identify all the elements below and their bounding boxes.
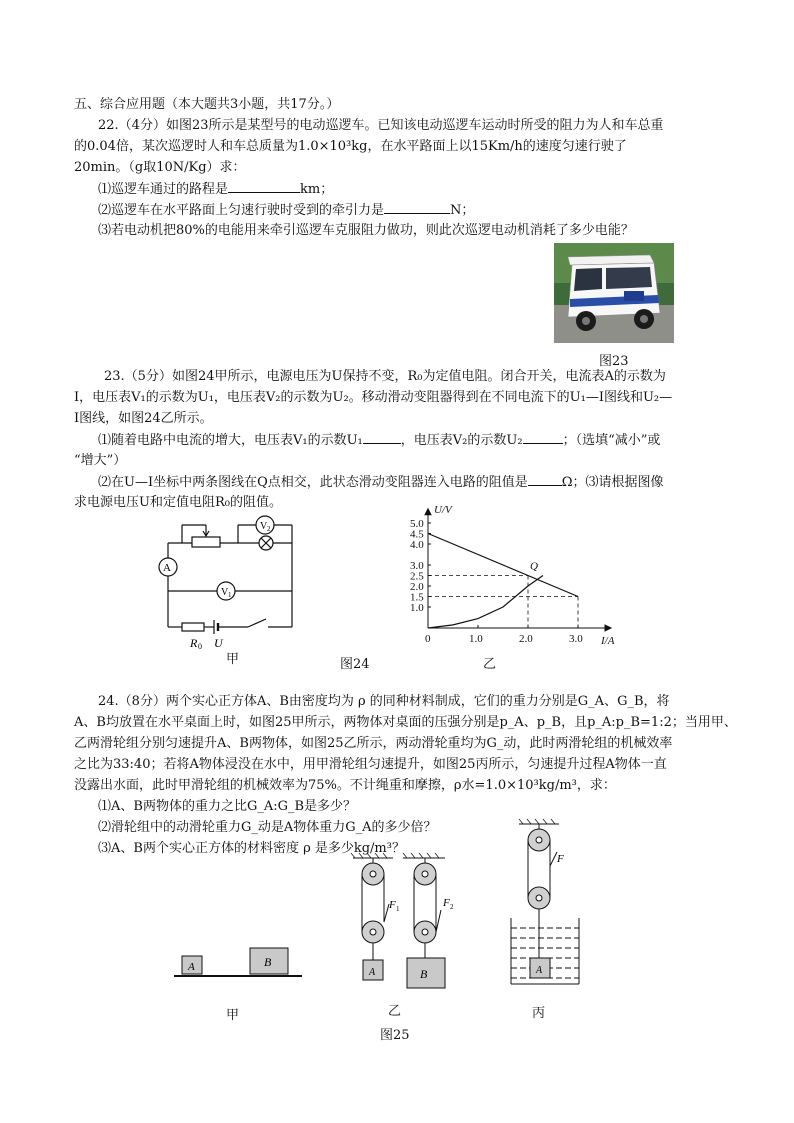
r0-label: R [190,636,198,650]
q22-stem-line1: 22.（4分）如图23所示是某型号的电动巡逻车。已知该电动巡逻车运动时所受的阻力为人和车总重 [98,118,664,133]
x-tick-label: 3.0 [569,633,583,645]
q22-sub2-blank[interactable] [384,201,450,214]
q23-sub1-d: “增大”） [74,453,127,468]
x-axis-arrow [605,625,611,631]
v1-label-sub: 1 [228,591,232,599]
ammeter-label: A [163,562,171,574]
q24-sub2: ⑵滑轮组中的动滑轮重力G_动是A物体重力G_A的多少倍？ [98,820,437,835]
q-point-label: Q [530,560,538,573]
patrol-car-photo [554,243,674,343]
q24-stem-line3: 乙两滑轮组分别匀速提升A、B两物体，如图25乙所示，两动滑轮重均为G_动，此时两滑轮组的机械效率 [74,736,673,751]
q23-sub2-blank[interactable] [528,473,562,486]
q23-sub1-c: ；（选填“减小”或 [562,433,661,448]
q22-sub1 [98,180,333,199]
ui-graph [398,500,628,650]
q22-sub1-unit: km； [300,182,334,197]
q23-sub1-blank1[interactable] [363,431,401,444]
series-u2-line [428,534,578,597]
q24-stem-line2: A、B均放置在水平桌面上时，如图25甲所示，两物体对桌面的压强分别是p_A、p_B，且p_A:p_B=1:2；当用甲、 [74,715,737,730]
v2-label: V [260,521,268,532]
q22-stem-line2: 的0.04倍，某次巡逻时人和车总质量为1.0×10³kg，在水平路面上以15Km/h的速度匀速行驶了 [74,139,627,154]
y-tick-label: 1.5 [410,591,424,604]
f1-label-sub: 1 [396,905,400,913]
y-tick-label: 2.0 [410,581,424,593]
x-tick-label: 0 [425,633,431,645]
q23-sub2-a: ⑵在U—I坐标中两条图线在Q点相交，此状态滑动变阻器连入电路的阻值是 [98,475,528,490]
y-tick-label: 5.0 [410,518,424,530]
series-u1-curve [428,576,543,629]
q24-stem-line1: 24.（8分）两个实心正方体A、B由密度均为 ρ 的同种材料制成，它们的重力分别是G_A、G_B，将 [98,694,670,709]
q23-stem-line3: I图线，如图24乙所示。 [74,411,213,426]
f-label: F [557,853,564,865]
x-tick-label: 1.0 [469,633,483,645]
y-tick-label: 3.0 [410,560,424,572]
fig25-caption: 图25 [380,1028,410,1043]
beaker-a-label: A [536,965,543,976]
q23-stem-line1: 23.（5分）如图24甲所示，电源电压为U保持不变，R₀为定值电阻。闭合开关，电流表A的示数为 [104,369,666,384]
y-tick-label: 4.0 [410,539,424,551]
q24-stem-line5: 没露出水面，此时甲滑轮组的机械效率为75%。不计绳重和摩擦，ρ水=1.0×10³kg/m³，求： [74,778,616,793]
circuit-diagram [150,515,310,650]
q22-sub1-blank[interactable] [228,180,300,193]
block-b-label: B [264,955,272,969]
q24-sub3: ⑶A、B两个实心正方体的材料密度 ρ 是多少kg/m³？ [98,841,405,856]
q23-sub1-b: ，电压表V₂的示数U₂ [400,433,523,448]
v2-label-sub: 2 [267,525,271,533]
q23-sub1-blank2[interactable] [523,431,563,444]
q23-sub2 [98,473,664,492]
q22-sub1-text: ⑴巡逻车通过的路程是 [98,182,229,197]
fig24-label-jia: 甲 [226,652,240,667]
fig25-table [170,940,310,985]
q24-stem-line4: 之比为33:40；若将A物体浸没在水中，用甲滑轮组匀速提升，如图25丙所示，匀速提升过程A物体一直 [74,757,667,772]
q23-stem-line2: I，电压表V₁的示数为U₁，电压表V₂的示数为U₂。移动滑动变阻器得到在不同电流下的U₁—I图线和U₂— [74,390,673,405]
y-tick-label: 1.0 [410,602,424,614]
q23-sub1-a: ⑴随着电路中电流的增大，电压表V₁的示数U₁ [98,433,363,448]
block-a-label: A [188,961,195,973]
q23-sub2-c: 求电源电压U和定值电阻R₀的阻值。 [74,495,282,510]
pulley-a-label: A [369,967,376,978]
y-axis-arrow [425,509,431,515]
rheostat [192,537,220,547]
x-tick-label: 2.0 [519,633,533,645]
fig25-label-yi: 乙 [388,1004,402,1019]
y-axis-label: U/V [434,503,452,516]
fig23-caption: 图23 [599,354,629,369]
q22-sub2-text: ⑵巡逻车在水平路面上匀速行驶时受到的牵引力是 [98,203,385,218]
fig25-beaker [505,818,585,990]
r0-label-sub: 0 [198,642,202,650]
f2-label-sub: 2 [450,903,454,911]
fig25-label-jia: 甲 [226,1008,240,1023]
fig24-caption: 图24 [340,657,370,672]
f1-label: F [389,899,396,911]
pulley-b-label: B [420,967,428,981]
q22-sub2 [98,201,474,220]
x-axis-label: I/A [601,635,615,647]
f2-label: F [443,897,450,909]
section-title: 五、综合应用题（本大题共3小题，共17分。） [74,97,340,112]
y-tick-label: 2.5 [410,570,424,583]
q22-sub3: ⑶若电动机把80%的电能用来牵引巡逻车克服阻力做功，则此次巡逻电动机消耗了多少电能？ [98,223,634,238]
q22-stem-line3: 20min。（g取10N/Kg）求： [74,160,246,175]
q23-sub1 [98,431,660,450]
q22-sub2-unit: N； [450,203,475,218]
fig25-label-bing: 丙 [532,1006,546,1021]
q23-sub2-b: Ω；⑶请根据图像 [561,475,664,490]
u-label: U [214,636,223,650]
fig25-pulleys [345,852,465,992]
v1-label: V [221,587,229,598]
q24-sub1: ⑴A、B两物体的重力之比G_A:G_B是多少？ [98,799,357,814]
fig24-label-yi: 乙 [483,657,497,672]
y-tick-label: 4.5 [410,528,424,541]
